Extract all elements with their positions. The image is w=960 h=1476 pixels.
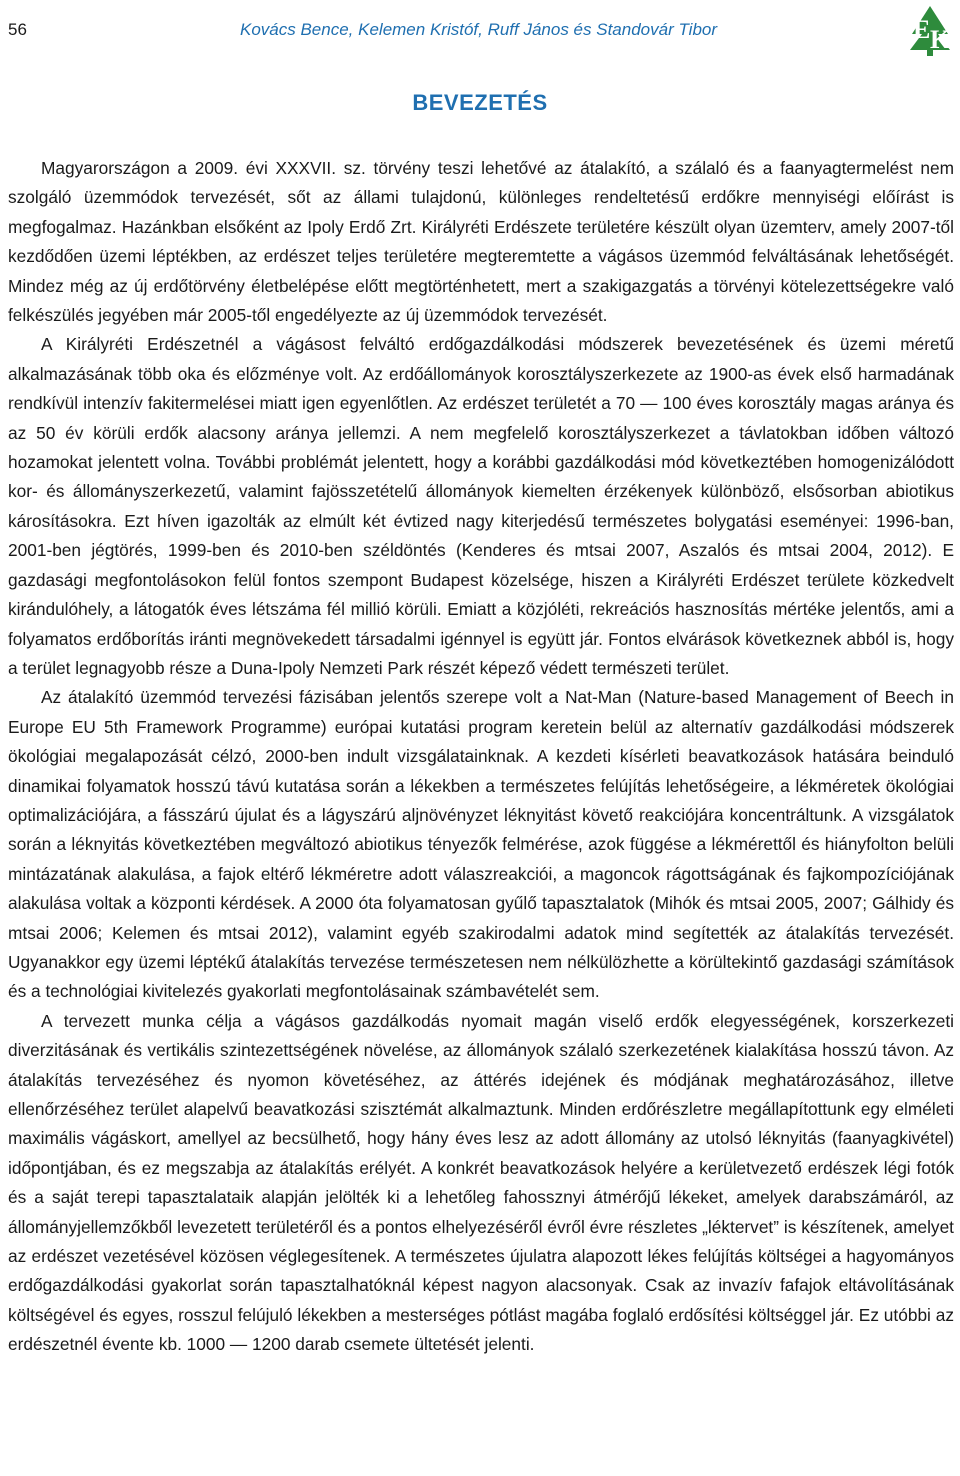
paragraph: A Királyréti Erdészetnél a vágásost felváltó erdőgazdálkodási módszerek bevezetésének és üzemi méretű alkalmazásának több oka és előzménye volt. Az erdőállományok korosztályszerkezete az 1900-as évek első harmadának rendkívül intenzív fakitermelései miatt igen egyenlőtlen. Az erdészet területét a 70 — 100 éves korosztály magas aránya és az 50 év körüli erdők alacsony aránya jellemzi. A nem megfelelő korosztályszerkezet a távlatokban időben változó hozamokat jelentett volna. További problémát jelentett, hogy a korábbi gazdálkodási mód következtében homogenizálódott kor- és állományszerkezetű, valamint fajösszetételű állományok kiemelten érzékenyek különböző, elsősorban abiotikus károsításokra. Ezt híven igazolták az elmúlt két évtized nagy kiterjedésű természetes bolygatási eseményei: 1996-ban, 2001-ben jégtörés, 1999-ben és 2010-ben széldöntés (Kenderes és mtsai 2007, Aszalós és mtsai 2004, 2012). E gazdasági megfontolásokon felül fontos szempont Budapest közelsége, hiszen a Királyréti Erdészet területe közkedvelt kirándulóhely, a látogatók éves létszáma fél millió körüli. Emiatt a közjóléti, rekreációs hasznosítás mértéke jelentős, ami a folyamatos erdőborítás iránti megnövekedett társadalmi igénnyel is együtt jár. Fontos elvárások következnek abból is, hogy a terület legnagyobb része a Duna-Ipoly Nemzeti Park részét képező védett természeti terület. (8, 334, 954, 678)
paragraph: A tervezett munka célja a vágásos gazdálkodás nyomait magán viselő erdők elegyességének, korszerkezeti diverzitásának és vertikális szintezettségének növelése, az állományok szálaló szerkezetének kialakítása hosszú távon. Az átalakítás tervezéséhez és nyomon követéséhez, az áttérés idejének és módjának meghatározásához, illetve ellenőrzéséhez terület alapelvű beavatkozási szisztémát alkalmaztunk. Minden erdőrészletre megállapítottunk egy elméleti maximális vágáskort, amellyel az becsülhető, hogy hány éves lesz az adott állomány az utolsó léknyitás (faanyagkivétel) időpontjában, és ez megszabja az átalakítás erélyét. A konkrét beavatkozások helyére a kerületvezető erdészek légi fotók és a saját terepi tapasztalataik alapján jelölték ki a lehetőleg fahossznyi átmérőjű lékeket, amelyek darabszámáról, az állományjellemzőkből levezetett területéről és a pontos elhelyezéséről évről évre részletes „léktervet” is készítenek, amelyet az erdészet vezetésével közösen véglegesítenek. A természetes újulatra alapozott lékes felújítás költségei a hagyományos erdőgazdálkodási gyakorlat során tapasztalhatóknál képest nagyon alacsonyak. Csak az invazív fafajok eltávolításának költségével és egyes, rosszul felújuló lékekben a mesterséges pótlást magába foglaló erdősítési költséggel jár. Ez utóbbi az erdészetnél évente kb. 1000 — 1200 darab csemete ültetését jelenti. (8, 1010, 954, 1355)
running-head-authors: Kovács Bence, Kelemen Kristóf, Ruff János és Standovár Tibor (240, 20, 718, 39)
paragraph: Az átalakító üzemmód tervezési fázisában jelentős szerepe volt a Nat-Man (Nature-based Management of Beech in Europe EU 5th Framework Programme) európai kutatási program keretein belül az alternatív gazdálkodási módszerek ökológiai megalapozását célzó, 2000-ben indult vizsgálatainknak. A kezdeti kísérleti beavatkozások hatására beinduló dinamikai folyamatok hosszú távú kutatása során a lékekben a természetes felújítás lehetőségeire, a lékméretek ökológiai optimalizációjára, a fásszárú újulat és a lágyszárú aljnövényzet léknyitást követő reakciójára koncentráltunk. A vizsgálatok során a léknyitás következtében megváltozó abiotikus tényezők felmérése, azok függése a lékmérettől és hiányfolton belüli mintázatának alakulása, a fajok eltérő lékméretre adott válaszreakciói, a magoncok rágottságának és fajkompozíciójának alakulása voltak a központi kérdések. A 2000 óta folyamatosan gyűlő tapasztalatok (Mihók és mtsai 2005, 2007; Gálhidy és mtsai 2006; Kelemen és mtsai 2012), valamint egyéb szakirodalmi adatok mind segítették az átalakítás tervezését. Ugyanakkor egy üzemi léptékű átalakítás tervezése természetesen nem nélkülözhette a körültekintő gazdasági számítások és a technológiai kivitelezés gyakorlati megfontolásainak számbavételét sem. (8, 687, 954, 1002)
paragraph: Magyarországon a 2009. évi XXXVII. sz. törvény teszi lehetővé az átalakító, a szálaló és a faanyagtermelést nem szolgáló üzemmódok tervezését, sőt az állami tulajdonú, különleges rendeltetésű erdőkre mennyiségi előírást is megfogalmaz. Hazánkban elsőként az Ipoly Erdő Zrt. Királyréti Erdészete területére készült olyan üzemterv, amely 2007-től kezdődően üzemi léptékben, az erdészet teljes területére megteremtette a vágásos üzemmód felváltásának lehetőségét. Mindez még az új erdőtörvény életbelépése előtt megtörténhetett, mert a szakigazgatás a törvényi kötelezettségekre való felkészülés jegyében már 2005-től engedélyezte az új üzemmódok tervezését. (8, 158, 954, 326)
page-number: 56 (8, 20, 27, 39)
section-title: BEVEZETÉS (412, 90, 548, 115)
article-body (8, 154, 954, 1360)
journal-logo (904, 4, 956, 58)
svg-text:K: K (930, 25, 951, 54)
page-header (0, 0, 960, 70)
svg-text:E: E (913, 15, 931, 44)
